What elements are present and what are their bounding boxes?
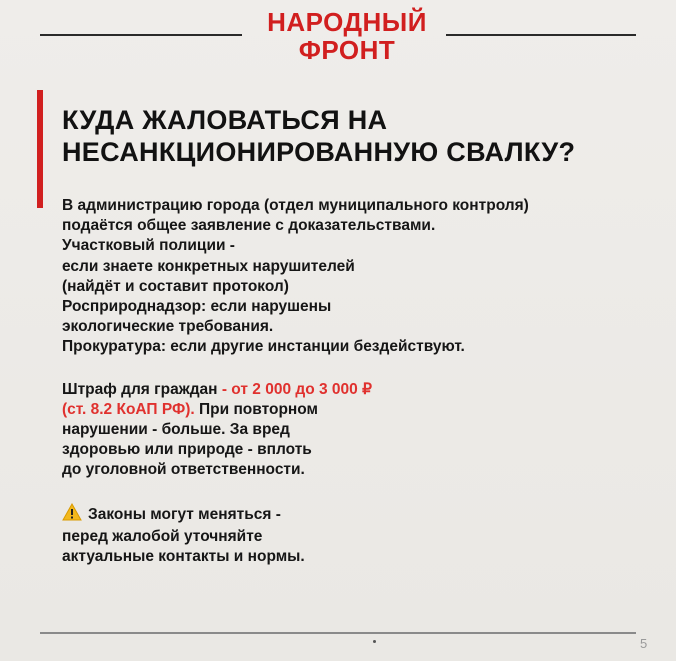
text-line: если знаете конкретных нарушителей bbox=[62, 257, 355, 275]
logo-line1: НАРОДНЫЙ bbox=[267, 7, 427, 37]
title-accent-bar bbox=[37, 90, 43, 208]
header-divider-left bbox=[40, 34, 242, 36]
text-line bbox=[62, 400, 674, 420]
text-line: нарушении - больше. За вред bbox=[62, 421, 290, 439]
fine-amount: - от 2 000 до 3 000 ₽ bbox=[221, 380, 372, 398]
text-line: здоровью или природе - вплоть bbox=[62, 441, 312, 459]
text-line: экологические требования. bbox=[62, 318, 274, 336]
text-line: перед жалобой уточняйте bbox=[62, 527, 263, 545]
title-line2: НЕСАНКЦИОНИРОВАННУЮ СВАЛКУ? bbox=[62, 137, 576, 167]
text-line: подаётся общее заявление с доказательствами. bbox=[62, 217, 436, 235]
header bbox=[0, 8, 676, 70]
footer-divider bbox=[40, 632, 636, 634]
law-reference: (ст. 8.2 КоАП РФ). bbox=[62, 400, 195, 418]
warning-line1: Законы могут меняться - bbox=[88, 505, 281, 523]
logo-line2: ФРОНТ bbox=[298, 35, 396, 65]
text-line: Росприроднадзор: если нарушены bbox=[62, 298, 332, 316]
header-divider-right bbox=[446, 34, 636, 36]
page-title bbox=[62, 104, 662, 168]
fine-prefix: Штраф для граждан bbox=[62, 380, 222, 398]
footer-dot bbox=[373, 640, 376, 643]
text-line: до уголовной ответственности. bbox=[62, 461, 305, 479]
section-fines bbox=[62, 380, 674, 481]
section-where-to-complain bbox=[62, 196, 674, 358]
text-line bbox=[62, 380, 674, 400]
text-line: Прокуратура: если другие инстанции бездействуют. bbox=[62, 338, 465, 356]
text-line bbox=[62, 503, 674, 527]
title-line1: КУДА ЖАЛОВАТЬСЯ НА bbox=[62, 105, 388, 135]
body-text bbox=[62, 196, 674, 567]
text-line: актуальные контакты и нормы. bbox=[62, 548, 305, 566]
warning-icon bbox=[62, 503, 82, 527]
text-line: (найдёт и составит протокол) bbox=[62, 277, 289, 295]
page-number: 5 bbox=[640, 636, 648, 651]
text-line: В администрацию города (отдел муниципального контроля) bbox=[62, 197, 529, 214]
text-line: Участковый полиции - bbox=[62, 237, 235, 255]
section-warning bbox=[62, 503, 674, 568]
fine-repeat-text: При повторном bbox=[194, 400, 319, 418]
logo bbox=[262, 8, 432, 64]
